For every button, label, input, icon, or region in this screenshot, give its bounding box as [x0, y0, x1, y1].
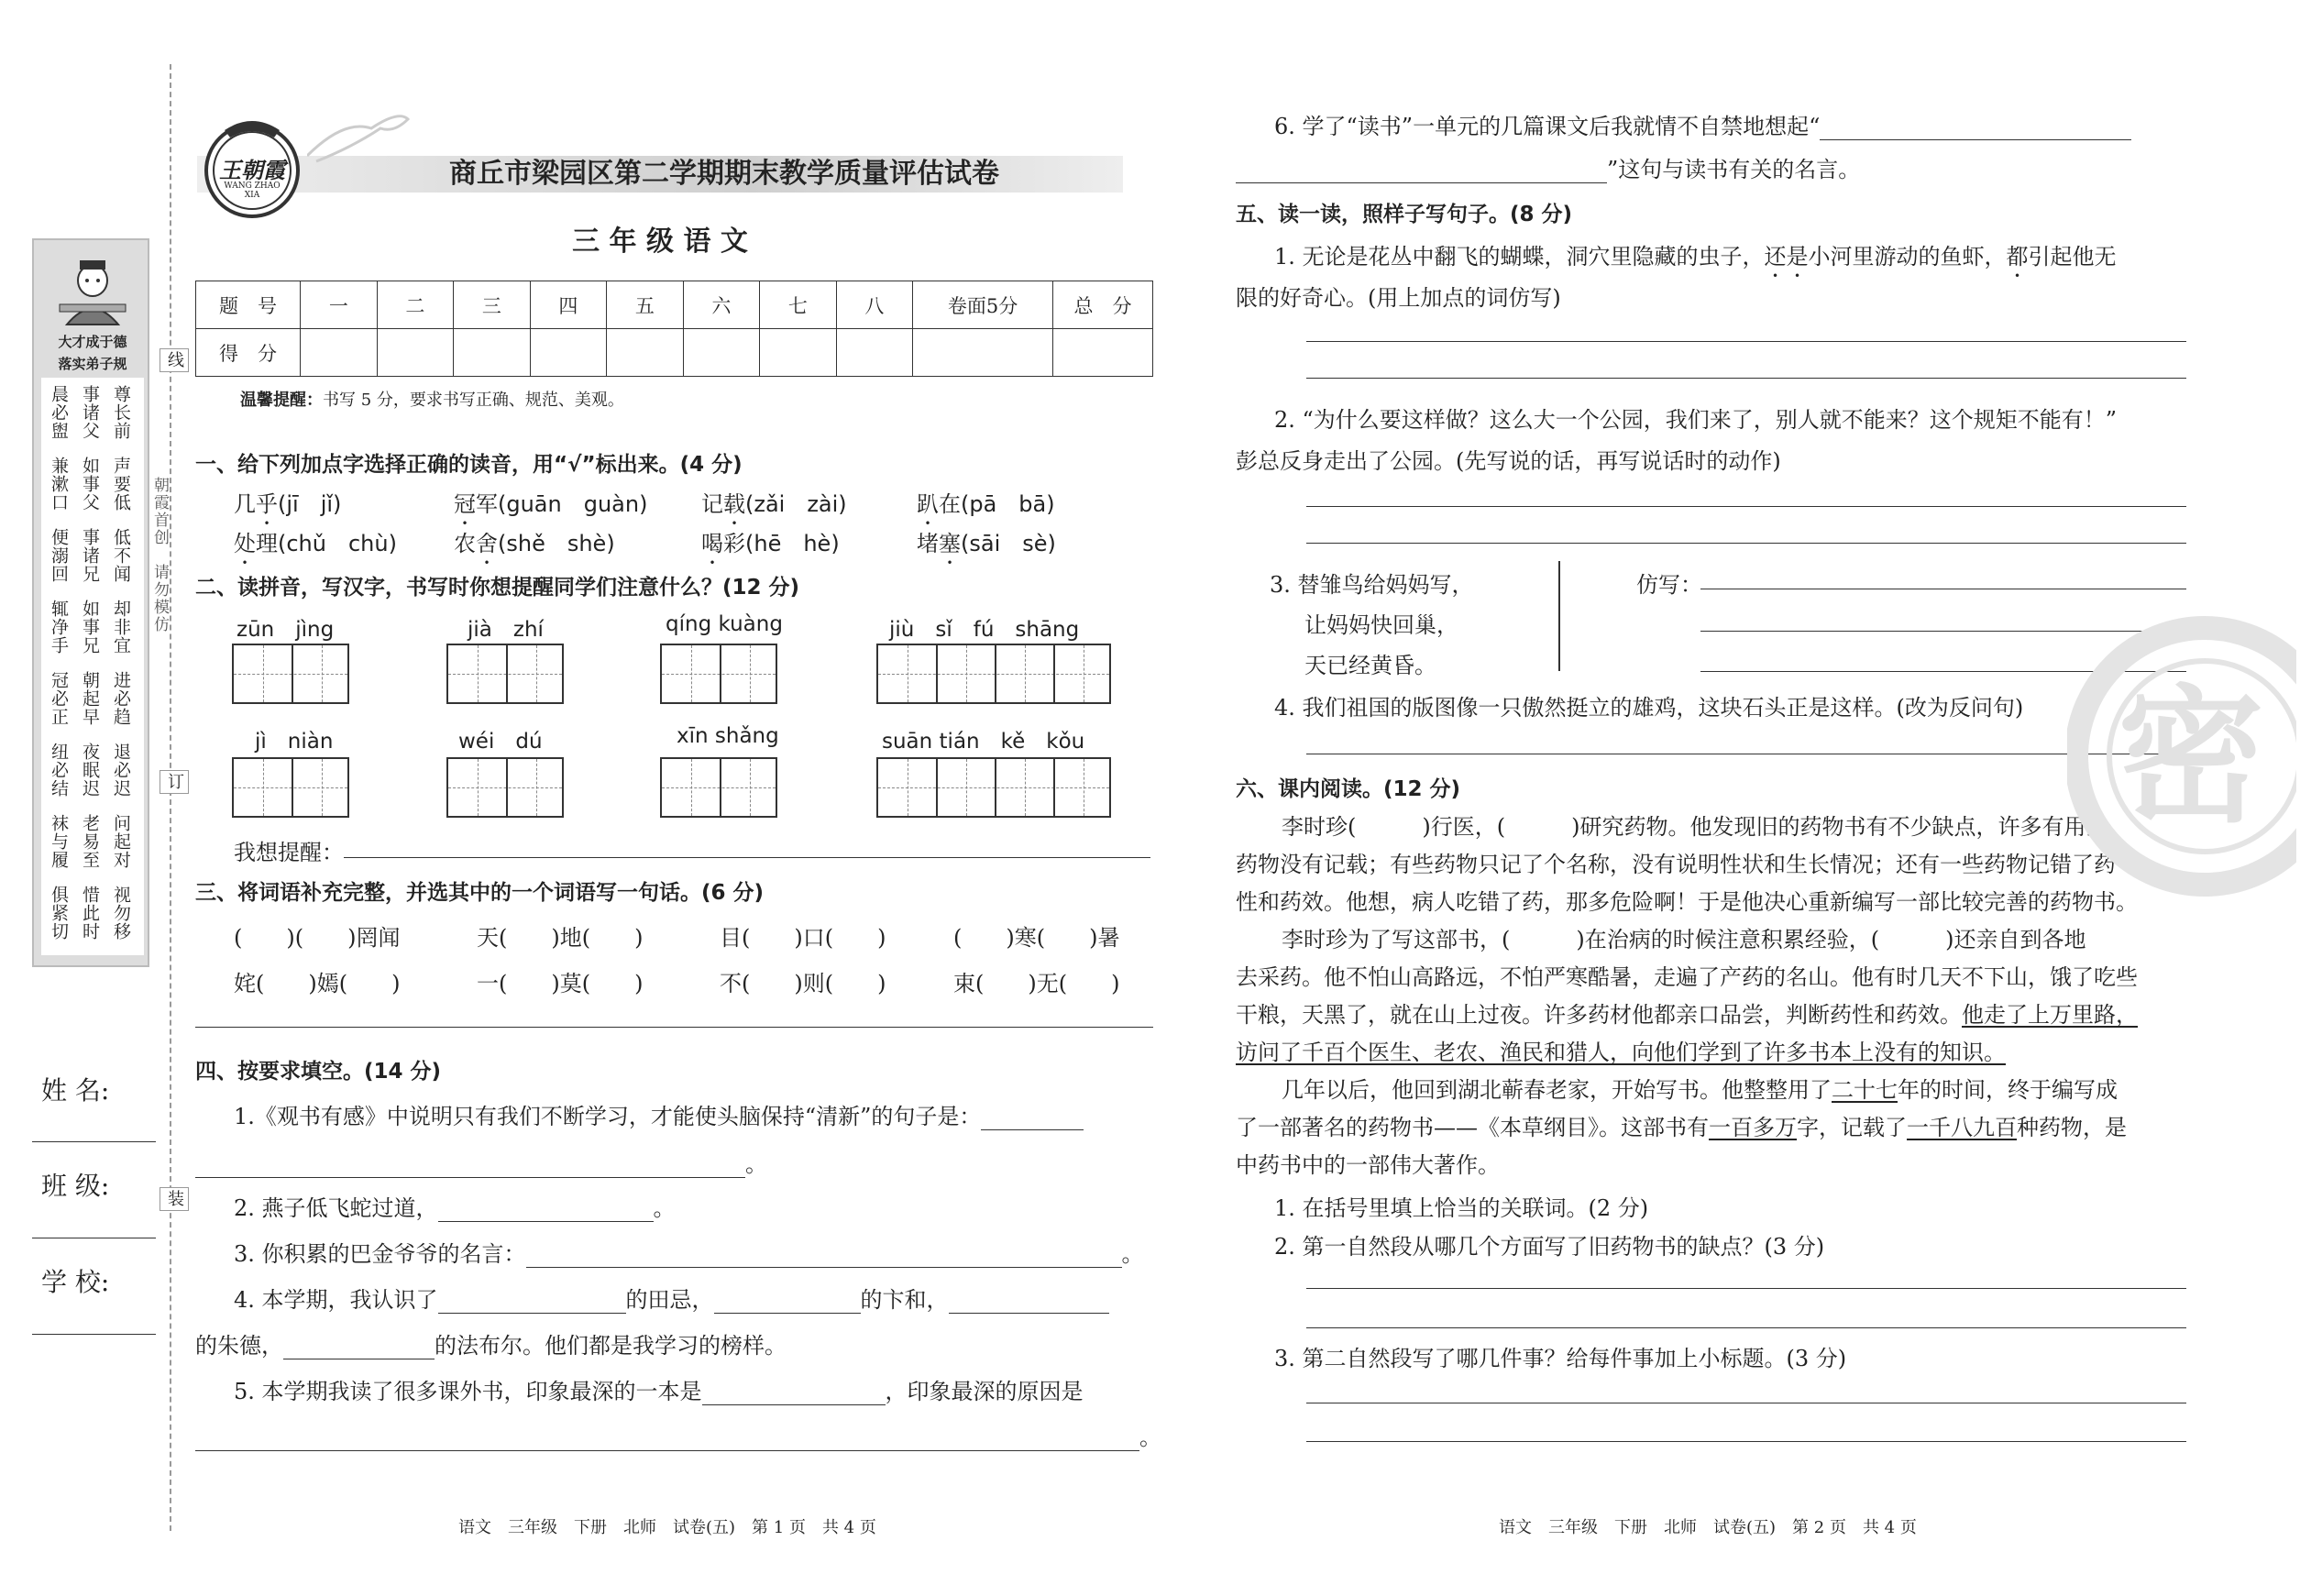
q3-item-5: 姹( )嫣( ): [234, 971, 401, 996]
q4-item-5-cont: [195, 1419, 1161, 1451]
tip-text: 书写 5 分，要求书写正确、规范、美观。: [323, 391, 624, 410]
exam-title: 商丘市梁园区第二学期期末教学质量评估试卷: [449, 158, 999, 190]
q4-item-1: [234, 1098, 1160, 1130]
q6-passage: [1236, 809, 2198, 1184]
q3-item-2: 天( )地( ): [477, 925, 644, 951]
score-header-1: 一: [301, 281, 378, 329]
score-header-4: 四: [530, 281, 607, 329]
q1-item-pinyin: (hē hè): [745, 531, 840, 556]
score-cell-7[interactable]: [760, 329, 837, 377]
scholar-illustration: [54, 253, 131, 326]
writing-grid[interactable]: [232, 644, 349, 704]
q3-item-7: 不( )则( ): [720, 971, 886, 996]
q2-reminder-field[interactable]: [344, 857, 1150, 858]
binding-mark-xian: 线: [160, 348, 189, 372]
q1-item-dot: 处: [234, 531, 256, 556]
q4-item-4-blank-1[interactable]: [438, 1290, 626, 1314]
q4-item-4: [234, 1282, 1160, 1314]
q6-p3-d: 字，记载了: [1797, 1115, 1907, 1140]
q6-p3-b: 年的时间，终于编写成: [1898, 1077, 2118, 1103]
class-label: 班 级:: [41, 1171, 110, 1201]
q1-item-pinyin: (shě shè): [498, 531, 615, 556]
q1-item[interactable]: [234, 486, 341, 530]
q4-item-6: [1274, 108, 2131, 140]
q4-item-6-blank-1[interactable]: [1820, 116, 2131, 140]
q4-item-1-cont: [195, 1146, 767, 1178]
q5-item-1-cont: 限的好奇心。(用上加点的词仿写): [1236, 285, 1561, 311]
motto-column: 晨必盥: [49, 385, 69, 440]
motto-column: 却非宜: [111, 600, 131, 655]
q4-item-5: [234, 1373, 1084, 1405]
motto-column: 进必趋: [111, 671, 131, 726]
q1-item-dot: 冠: [454, 491, 476, 517]
q6-p1-line-1: 李时珍( )行医，( )研究药物。他发现旧的药物书有不少缺点，许多有用的: [1282, 814, 2108, 840]
q1-items: [234, 486, 1141, 559]
q1-item-post: 军: [476, 491, 498, 517]
q6-p3-line-1: [1236, 1072, 2198, 1109]
score-header-3: 三: [454, 281, 531, 329]
motto-column: 冠必正: [49, 671, 69, 726]
motto-column: 尊长前: [111, 385, 131, 440]
q1-item-pinyin: (sāi sè): [961, 531, 1056, 556]
score-header-6: 六: [683, 281, 760, 329]
q6-p2-line-1: 李时珍为了写这部书，( )在治病的时候注意积累经验，( )还亲自到各地: [1282, 927, 2086, 952]
writing-grid[interactable]: [232, 757, 349, 818]
motto-column: 视勿移: [111, 886, 131, 941]
score-table-score-row: [196, 329, 1153, 377]
q4-item-1-text: 1.《观书有感》中说明只有我们不断学习，才能使头脑保持“清新”的句子是：: [234, 1104, 982, 1129]
school-field[interactable]: [32, 1334, 156, 1335]
q5-item-1-c: 引起他无: [2028, 244, 2117, 270]
q5-item-4: 4. 我们祖国的版图像一只傲然挺立的雄鸡，这块石头正是这样。(改为反问句): [1274, 695, 2024, 721]
q6-p3-line-3: 中药书中的一部伟大著作。: [1236, 1152, 1500, 1178]
q4-item-3: [234, 1236, 1144, 1268]
q1-item-dot: 喝: [701, 531, 723, 556]
motto-column: 朝起早: [80, 671, 100, 726]
q4-item-1-end: 。: [745, 1151, 767, 1177]
q5-item-2-cont: 彭总反身走出了公园。(先写说的话，再写说话时的动作): [1236, 448, 1781, 474]
q3-sentence-field[interactable]: [195, 1027, 1153, 1028]
q5-item-2-line-1[interactable]: [1306, 506, 2186, 507]
motto-column: 问起对: [111, 814, 131, 869]
q6-p2-line-2: 去采药。他不怕山高路远，不怕严寒酷暑，走遍了产药的名山。他有时几天不下山，饿了吃些: [1236, 964, 2138, 990]
writing-grid[interactable]: [660, 644, 777, 704]
copyright-note: 朝霞首创 请勿模仿: [150, 477, 169, 633]
seal-character: 密: [2118, 670, 2265, 842]
score-cell-10[interactable]: [1052, 329, 1152, 377]
name-label: 姓 名:: [41, 1075, 110, 1106]
q1-item-post: 理: [256, 531, 278, 556]
q6-p1-line-2: 药物没有记载；有些药物只记了个名称，没有说明性状和生长情况；还有一些药物记错了药: [1236, 852, 2116, 877]
q1-item-pre: 记: [701, 491, 723, 517]
q1-item-pre: 几: [234, 491, 256, 517]
score-cell-2[interactable]: [377, 329, 454, 377]
motto-columns: [41, 378, 144, 955]
q1-item-dot: 舍: [476, 531, 498, 556]
school-label: 学 校:: [41, 1267, 110, 1297]
q4-item-2: [234, 1190, 676, 1222]
q3-title: 三、将词语补充完整，并选其中的一个词语写一句话。(6 分): [195, 881, 765, 905]
q3-item-4: ( )寒( )暑: [953, 925, 1120, 951]
motto-column: 低不闻: [111, 528, 131, 583]
q4-item-4-b: 的田忌，: [625, 1287, 714, 1313]
secret-seal-watermark: [2067, 610, 2296, 903]
q4-item-4-blank-2[interactable]: [714, 1290, 861, 1314]
motto-column: 事诸父: [80, 385, 100, 440]
q5-item-1-dot2: 都: [2006, 244, 2029, 270]
score-cell-4[interactable]: [530, 329, 607, 377]
q4-item-4-blank-3[interactable]: [949, 1290, 1109, 1314]
q1-item[interactable]: [234, 525, 397, 569]
q1-item[interactable]: [701, 486, 847, 530]
q6-p2-underlined-2: 访问了千百个医生、老农、渔民和猎人，向他们学到了许多书本上没有的知识。: [1236, 1040, 2006, 1065]
q1-item[interactable]: [454, 486, 647, 530]
q4-item-2-text: 2. 燕子低飞蛇过道，: [234, 1195, 438, 1221]
q1-item-pre: 农: [454, 531, 476, 556]
q5-item-2: 2. “为什么要这样做？这么大一个公园，我们来了，别人就不能来？这个规矩不能有！”: [1274, 407, 2118, 433]
q2-pinyin-6: wéi dú: [458, 730, 543, 754]
writing-grid[interactable]: [876, 644, 1111, 704]
q6-question-3: 3. 第二自然段写了哪几件事？给每件事加上小标题。(3 分): [1274, 1346, 1847, 1371]
q4-title: 四、按要求填空。(14 分): [195, 1060, 442, 1084]
q6-p3-line-2: [1236, 1109, 2198, 1147]
score-table: [195, 281, 1153, 377]
q4-item-4-blank-4[interactable]: [283, 1336, 435, 1359]
q4-item-5-b: ，印象最深的原因是: [885, 1379, 1084, 1404]
q4-item-6-cont: [1236, 151, 1860, 183]
motto-column: 夜眠迟: [80, 743, 100, 798]
q4-item-3-blank[interactable]: [526, 1244, 1122, 1268]
q5-item-1-dot1: 还是: [1764, 244, 1809, 270]
q1-item-post: 在: [939, 491, 961, 517]
q4-item-1-blank-a[interactable]: [981, 1106, 1084, 1130]
brand-logo: [197, 112, 307, 222]
q4-item-4-a: 4. 本学期，我认识了: [234, 1287, 438, 1313]
motto-column: 俱紧切: [49, 886, 69, 941]
q5-item-3-poem-2: 让妈妈快回巢，: [1304, 612, 1458, 638]
motto-column: 辄净手: [49, 600, 69, 655]
q5-item-3-label: 仿写：: [1636, 572, 1702, 598]
q4-item-5-end: 。: [1139, 1425, 1161, 1450]
q6-question-1: 1. 在括号里填上恰当的关联词。(2 分): [1274, 1195, 1649, 1221]
q6-p3-ul3: 一千八九百: [1907, 1115, 2017, 1140]
q2-pinyin-1: zūn jìng: [237, 618, 335, 642]
q2-reminder-label: 我想提醒：: [234, 840, 344, 865]
q6-title: 六、课内阅读。(12 分): [1236, 777, 1461, 801]
score-cell-6[interactable]: [683, 329, 760, 377]
q1-item-dot: 趴: [917, 491, 939, 517]
score-header-2: 二: [377, 281, 454, 329]
score-header-7: 七: [760, 281, 837, 329]
q5-item-1-line-2[interactable]: [1306, 378, 2186, 379]
q6-p3-a: 几年以后，他回到湖北蕲春老家，开始写书。他整整用了: [1282, 1077, 1832, 1103]
motto-column: 退必迟: [111, 743, 131, 798]
q2-pinyin-2: jià zhí: [468, 618, 544, 642]
motto-column: 声要低: [111, 457, 131, 512]
q2-pinyin-8: suān tián kě kǒu: [882, 730, 1085, 754]
q1-item-dot: 乎: [256, 491, 278, 517]
footer-left: 语文 三年级 下册 北师 试卷(五) 第 1 页 共 4 页: [458, 1518, 876, 1537]
q1-item-pinyin: (chǔ chù): [278, 531, 397, 556]
q1-item[interactable]: [917, 486, 1055, 530]
q1-item-pinyin: (jī jǐ): [278, 491, 342, 517]
binding-mark-ding: 订: [160, 770, 189, 794]
score-cell-5[interactable]: [607, 329, 684, 377]
q4-item-4-cont: [195, 1327, 787, 1359]
motto-line-2: 落实弟子规: [58, 356, 127, 372]
q6-p2-line-4: [1236, 1034, 2198, 1072]
q5-item-3-poem-1: 3. 替雏鸟给妈妈写，: [1270, 572, 1474, 598]
motto-column: 兼漱口: [49, 457, 69, 512]
q4-item-2-blank[interactable]: [438, 1198, 654, 1222]
q2-title: 二、读拼音，写汉字，书写时你想提醒同学们注意什么？(12 分): [195, 576, 800, 600]
writing-grid[interactable]: [876, 757, 1111, 818]
q6-p2-underlined-1: 他走了上万里路，: [1962, 1002, 2138, 1028]
footer-right: 语文 三年级 下册 北师 试卷(五) 第 2 页 共 4 页: [1499, 1518, 1917, 1537]
q4-item-4-c: 的卞和，: [860, 1287, 949, 1313]
motto-column: 如事兄: [80, 600, 100, 655]
q4-item-4-d: 的朱德，: [195, 1333, 283, 1359]
brand-sub: WANG ZHAO XIA: [224, 182, 281, 200]
brand-name: 王朝霞: [219, 157, 285, 183]
q6-p2-line-3-text: 干粮，天黑了，就在山上过夜。许多药材他都亲口品尝，判断药性和药效。: [1236, 1002, 1962, 1028]
q6-question-2: 2. 第一自然段从哪几个方面写了旧药物书的缺点？(3 分): [1274, 1234, 1825, 1260]
q5-item-3-divider: [1558, 561, 1560, 671]
motto-column: 事诸兄: [80, 528, 100, 583]
tip: [240, 387, 624, 411]
q3-item-3: 目( )口( ): [720, 925, 886, 951]
q3-item-6: 一( )莫( ): [477, 971, 644, 996]
motto-column: 如事父: [80, 457, 100, 512]
q5-item-1-a: 1. 无论是花丛中翻飞的蝴蝶，洞穴里隐藏的虫子，: [1274, 244, 1765, 270]
name-field[interactable]: [32, 1141, 156, 1142]
q1-item-dot: 塞: [939, 531, 961, 556]
score-row-label: 得 分: [196, 329, 301, 377]
q6-p3-ul1: 二十七: [1832, 1077, 1898, 1103]
q6-q3-line-2[interactable]: [1306, 1441, 2186, 1442]
score-cell-8[interactable]: [836, 329, 913, 377]
q1-item-pinyin: (guān guàn): [498, 491, 648, 517]
q4-item-5-blank-1[interactable]: [702, 1381, 886, 1405]
score-header-10: 总 分: [1052, 281, 1152, 329]
q3-item-1: ( )( )罔闻: [234, 925, 401, 951]
q1-item-post: 彩: [723, 531, 745, 556]
q6-p3-e: 种药物，是: [2017, 1115, 2127, 1140]
q3-item-8: 束( )无( ): [953, 971, 1120, 996]
score-header-5: 五: [607, 281, 684, 329]
q5-item-1-b: 小河里游动的鱼虾，: [1808, 244, 2007, 270]
q4-item-5-a: 5. 本学期我读了很多课外书，印象最深的一本是: [234, 1379, 702, 1404]
q6-p3-c: 了一部著名的药物书——《本草纲目》。这部书有: [1236, 1115, 1709, 1140]
writing-grid[interactable]: [660, 757, 777, 818]
motto-column: 惜此时: [80, 886, 100, 941]
q5-item-3-poem-3: 天已经黄昏。: [1304, 653, 1436, 678]
q1-title: 一、给下列加点字选择正确的读音，用“√”标出来。(4 分): [195, 453, 743, 477]
q1-item-dot: 载: [723, 491, 745, 517]
motto-panel: [32, 238, 149, 967]
q6-q2-line-1[interactable]: [1306, 1288, 2186, 1289]
q1-item-pinyin: (zǎi zài): [745, 491, 847, 517]
score-cell-9[interactable]: [913, 329, 1053, 377]
motto-column: 纽必结: [49, 743, 69, 798]
score-header-8: 八: [836, 281, 913, 329]
binding-mark-zhuang: 装: [160, 1187, 189, 1211]
q4-item-3-text: 3. 你积累的巴金爷爷的名言：: [234, 1241, 526, 1267]
motto-column: 便溺回: [49, 528, 69, 583]
q4-item-1-blank-b[interactable]: [195, 1154, 745, 1178]
tip-label: 温馨提醒：: [240, 391, 323, 410]
motto-column: 袜与履: [49, 814, 69, 869]
q6-p3-ul2: 一百多万: [1709, 1115, 1797, 1140]
q5-item-1: [1274, 238, 2117, 282]
q1-item[interactable]: [454, 525, 615, 569]
q5-item-1-line-1[interactable]: [1306, 341, 2186, 342]
writing-grid[interactable]: [446, 757, 564, 818]
exam-subject: 三 年 级 语 文: [572, 226, 748, 258]
score-header-0: 题 号: [196, 281, 301, 329]
q1-item[interactable]: [917, 525, 1056, 569]
q2-pinyin-4: jiù sǐ fú shāng: [889, 618, 1080, 642]
q1-item-pinyin: (pā bā): [961, 491, 1055, 517]
motto-line-1: 大才成于德: [58, 334, 127, 350]
q1-item-pre: 堵: [917, 531, 939, 556]
q4-item-5-blank-2[interactable]: [195, 1427, 1139, 1451]
q2-pinyin-5: jì niàn: [255, 730, 334, 754]
q4-item-6-blank-2[interactable]: [1236, 160, 1607, 183]
score-cell-1[interactable]: [301, 329, 378, 377]
q2-pinyin-7: xīn shǎng: [677, 724, 779, 748]
q1-item[interactable]: [701, 525, 840, 569]
q6-q2-line-2[interactable]: [1306, 1327, 2186, 1328]
q4-item-4-e: 的法布尔。他们都是我学习的榜样。: [435, 1333, 787, 1359]
q6-p1-line-3: 性和药效。他想，病人吃错了药，那多危险啊！于是他决心重新编写一部比较完善的药物书。: [1236, 889, 2138, 915]
q5-title: 五、读一读，照样子写句子。(8 分): [1236, 203, 1573, 226]
q4-item-6-b: ”这句与读书有关的名言。: [1607, 157, 1861, 182]
q4-item-6-a: 6. 学了“读书”一单元的几篇课文后我就情不自禁地想起“: [1274, 114, 1821, 139]
q4-item-2-end: 。: [653, 1195, 676, 1221]
q5-item-2-line-2[interactable]: [1306, 543, 2186, 544]
score-cell-3[interactable]: [454, 329, 531, 377]
q2-pinyin-3: qíng kuàng: [666, 612, 783, 636]
writing-grid[interactable]: [446, 644, 564, 704]
q6-p2-line-3: [1236, 996, 2198, 1034]
score-header-9: 卷面5分: [913, 281, 1053, 329]
binding-dashed-line: [170, 64, 171, 1531]
score-table-header-row: [196, 281, 1153, 329]
q4-item-3-end: 。: [1121, 1241, 1144, 1267]
motto-column: 老易至: [80, 814, 100, 869]
